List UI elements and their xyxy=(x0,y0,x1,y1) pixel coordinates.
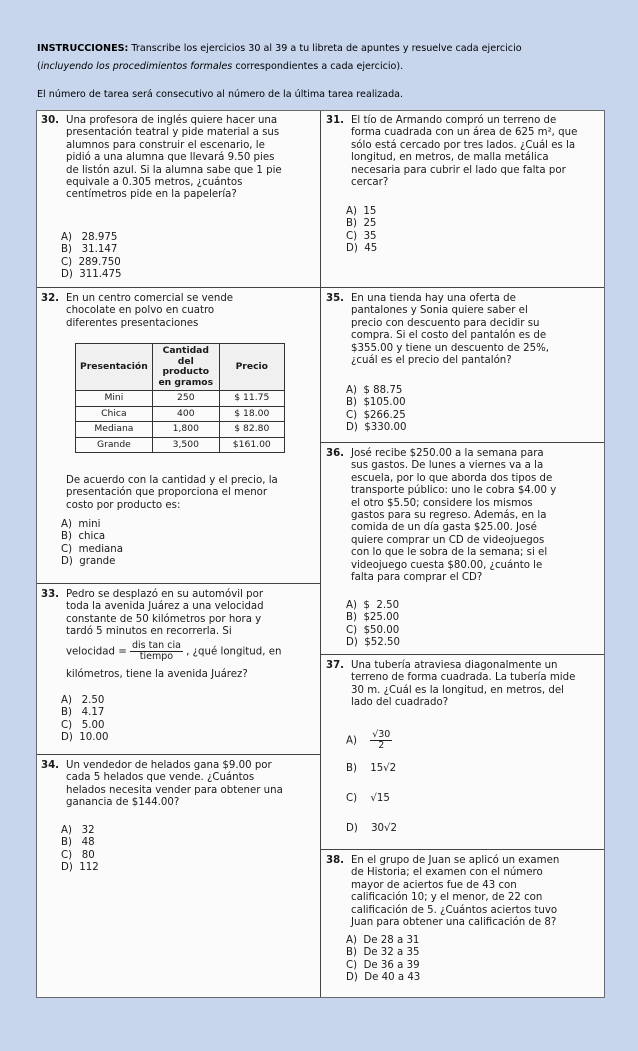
option-d: D) $52.50 xyxy=(346,637,400,649)
question-text: Pedro se desplazó en su automóvil por toda la avenida Juárez a una velocidad constante de 50 kilómetros por hora y tardó 5 minutos en recorrerla. Si xyxy=(66,589,264,638)
fraction-numerator: √30 xyxy=(372,729,391,740)
question-33 xyxy=(41,589,315,751)
option-c: C) 80 xyxy=(61,849,95,861)
option-a xyxy=(346,730,392,751)
question-number: 37. xyxy=(326,660,345,671)
divider-q37 xyxy=(320,849,604,850)
instructions-text-1: Transcribe los ejercicios 30 al 39 a tu libreta de apuntes y resuelve cada ejercicio xyxy=(128,43,522,54)
question-text: José recibe $250.00 a la semana para sus gastos. De lunes a viernes va a la escuela, por lo que aborda dos tipos de transporte público: uno le cobra $4.00 y el otro $5.50; considere los mismos gastos para su regreso. Además, en la comida de un día gasta $25.00. José quiere comprar un CD de videojuegos con lo que le sobra de la semana; si el videojuego cuesta $80.00, ¿cuánto le falta para comprar el CD? xyxy=(351,448,557,584)
option-fraction xyxy=(370,730,392,751)
table-header-row xyxy=(76,344,285,391)
instructions-text-2: correspondientes a cada ejercicio). xyxy=(232,61,404,72)
question-31 xyxy=(326,115,598,285)
divider-q33 xyxy=(37,754,320,755)
question-text: El tío de Armando compró un terreno de forma cuadrada con un área de 625 m², que sólo está cercado por tres lados. ¿Cuál es la longitud, en metros, de malla metálica necesaria para cubrir el lado que falta por cercar? xyxy=(351,115,578,189)
cell-presentation: Mini xyxy=(76,391,153,407)
question-34 xyxy=(41,760,315,960)
option-c xyxy=(346,793,390,805)
option-a: A) $ 88.75 xyxy=(346,385,403,396)
question-35 xyxy=(326,293,598,439)
option-value: √15 xyxy=(370,793,390,804)
table-row xyxy=(76,437,285,453)
cell-presentation: Chica xyxy=(76,406,153,422)
table-row xyxy=(76,406,285,422)
options-list xyxy=(346,385,406,435)
cell-presentation: Mediana xyxy=(76,422,153,438)
cell-price: $ 11.75 xyxy=(219,391,284,407)
instructions-label: INSTRUCCIONES: xyxy=(37,43,129,54)
options-list xyxy=(61,825,99,875)
options-list xyxy=(346,600,400,650)
column-divider xyxy=(320,111,321,997)
option-a: A) 15 xyxy=(346,206,377,217)
option-c: C) $266.25 xyxy=(346,409,406,421)
option-b: B) 48 xyxy=(61,837,95,849)
question-text: Una tubería atraviesa diagonalmente un terreno de forma cuadrada. La tubería mide 30 m. ¿Cuál es la longitud, en metros, del lado del cuadrado? xyxy=(351,660,576,709)
option-c: C) 35 xyxy=(346,230,377,242)
option-c: C) mediana xyxy=(61,543,123,555)
option-b xyxy=(346,763,396,775)
header-quantity: Cantidad del producto en gramos xyxy=(152,344,219,391)
exercise-sheet xyxy=(36,110,605,998)
options-list xyxy=(346,206,377,256)
divider-q30 xyxy=(37,287,320,288)
option-value: 30√2 xyxy=(371,823,398,834)
formula-lhs: velocidad = xyxy=(66,646,127,658)
option-c: C) $50.00 xyxy=(346,624,400,636)
question-text: En el grupo de Juan se aplicó un examen de Historia; el examen con el número mayor de aciertos fue de 43 con calificación 10; y el menor, de 22 con calificación de 5. ¿Cuántos aciertos tuvo Juan para obtener una calificación de 8? xyxy=(351,855,560,929)
header-presentation: Presentación xyxy=(76,344,153,391)
option-a: A) 32 xyxy=(61,825,95,836)
option-d: D) De 40 a 43 xyxy=(346,972,421,984)
product-table xyxy=(75,343,285,453)
option-c: C) 289.750 xyxy=(61,256,121,268)
option-a: A) mini xyxy=(61,519,101,530)
option-b: B) 25 xyxy=(346,218,377,230)
option-b: B) chica xyxy=(61,531,106,543)
option-b: B) 4.17 xyxy=(61,707,105,719)
option-d: D) 311.475 xyxy=(61,269,122,281)
velocity-formula xyxy=(66,641,281,662)
formula-rhs: , ¿qué longitud, en xyxy=(186,646,282,658)
option-label: B) xyxy=(346,763,357,774)
option-c: C) De 36 a 39 xyxy=(346,959,420,971)
question-37 xyxy=(326,660,598,846)
question-followup: De acuerdo con la cantidad y el precio, la presentación que proporciona el menor costo por producto es: xyxy=(66,475,278,511)
instructions-paren: ( xyxy=(37,61,41,72)
instructions-line-1 xyxy=(37,40,607,76)
question-number: 36. xyxy=(326,448,345,459)
option-a: A) 28.975 xyxy=(61,232,118,243)
question-number: 32. xyxy=(41,293,60,304)
option-a: A) $ 2.50 xyxy=(346,600,400,611)
cell-quantity: 3,500 xyxy=(152,437,219,453)
option-b: B) 31.147 xyxy=(61,244,118,256)
option-label: A) xyxy=(346,735,357,747)
cell-quantity: 400 xyxy=(152,406,219,422)
option-b: B) $25.00 xyxy=(346,612,400,624)
option-d: D) $330.00 xyxy=(346,422,407,434)
question-number: 33. xyxy=(41,589,60,600)
option-b: B) $105.00 xyxy=(346,397,406,409)
option-a: A) De 28 a 31 xyxy=(346,935,420,946)
table-row xyxy=(76,422,285,438)
question-32 xyxy=(41,293,315,581)
option-value: 15√2 xyxy=(370,763,397,774)
divider-q32 xyxy=(37,583,320,584)
question-number: 34. xyxy=(41,760,60,771)
option-d: D) grande xyxy=(61,556,116,568)
question-number: 30. xyxy=(41,115,60,126)
cell-price: $ 18.00 xyxy=(219,406,284,422)
option-d: D) 45 xyxy=(346,243,378,255)
options-list xyxy=(346,935,420,985)
question-36 xyxy=(326,448,598,652)
cell-price: $161.00 xyxy=(219,437,284,453)
formula-numerator: dis tan cia xyxy=(132,640,181,651)
question-text: Un vendedor de helados gana $9.00 por cada 5 helados que vende. ¿Cuántos helados necesita vender para obtener una ganancia de $144.00? xyxy=(66,760,283,809)
instructions-line-2: El número de tarea será consecutivo al número de la última tarea realizada. xyxy=(37,89,404,100)
question-30 xyxy=(41,115,311,285)
divider-q35 xyxy=(320,442,604,443)
question-followup: kilómetros, tiene la avenida Juárez? xyxy=(66,669,248,680)
question-text: En una tienda hay una oferta de pantalones y Sonia quiere saber el precio con descuento para decidir su compra. Si el costo del pantalón es de $355.00 y tiene un descuento de 25%, ¿cuál es el precio del pantalón? xyxy=(351,293,549,367)
instructions-italic: incluyendo los procedimientos formales xyxy=(40,61,233,72)
formula-fraction xyxy=(130,641,183,662)
option-c: C) 5.00 xyxy=(61,719,105,731)
option-label: D) xyxy=(346,823,358,834)
question-text: Una profesora de inglés quiere hacer una presentación teatral y pide material a sus alumnos para construir el escenario, le pidió a una alumna que llevará 9.50 pies de listón azul. Si la alumna sabe que 1 pie equivale a 0.305 metros, ¿cuántos centímetros pide en la papelería? xyxy=(66,115,282,201)
cell-quantity: 250 xyxy=(152,391,219,407)
question-number: 35. xyxy=(326,293,345,304)
option-d: D) 10.00 xyxy=(61,732,109,744)
options-list xyxy=(61,695,108,745)
options-list xyxy=(61,519,123,569)
divider-q36 xyxy=(320,654,604,655)
option-d: D) 112 xyxy=(61,862,99,874)
question-number: 31. xyxy=(326,115,345,126)
option-d xyxy=(346,823,397,835)
formula-denominator: tiempo xyxy=(139,651,174,662)
option-label: C) xyxy=(346,793,358,804)
question-number: 38. xyxy=(326,855,345,866)
table-row xyxy=(76,391,285,407)
cell-quantity: 1,800 xyxy=(152,422,219,438)
question-38 xyxy=(326,855,598,995)
fraction-denominator: 2 xyxy=(378,740,385,751)
cell-price: $ 82.80 xyxy=(219,422,284,438)
options-list xyxy=(61,232,121,282)
header-price: Precio xyxy=(219,344,284,391)
question-text: En un centro comercial se vende chocolate en polvo en cuatro diferentes presentaciones xyxy=(66,293,234,329)
divider-q31 xyxy=(320,287,604,288)
option-a: A) 2.50 xyxy=(61,695,105,706)
instructions xyxy=(37,40,607,114)
option-b: B) De 32 a 35 xyxy=(346,947,420,959)
cell-presentation: Grande xyxy=(76,437,153,453)
